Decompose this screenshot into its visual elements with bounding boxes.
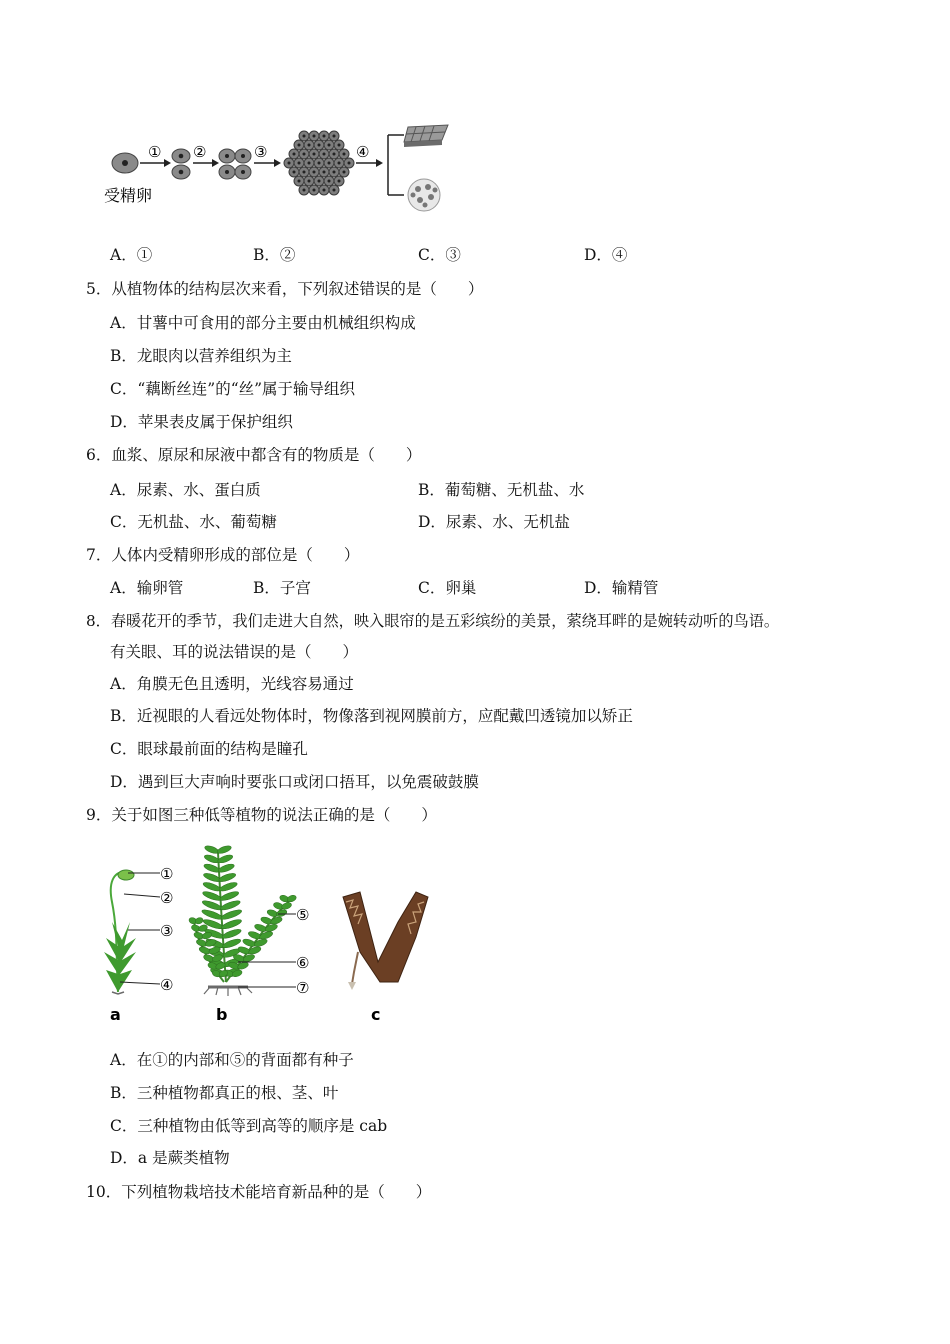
fig1-label-2: ② <box>193 143 207 161</box>
q9-option-a[interactable]: A．在①的内部和⑤的背面都有种子 <box>110 1051 354 1069</box>
q7-option-b[interactable]: B．子宫 <box>253 579 311 597</box>
q9-option-d[interactable]: D．a 是蕨类植物 <box>110 1149 230 1167</box>
q8-option-b[interactable]: B．近视眼的人看远处物体时，物像落到视网膜前方，应配戴凹透镜加以矫正 <box>110 707 633 725</box>
fig9-label-3: ③ <box>160 922 174 940</box>
q6-option-c[interactable]: C．无机盐、水、葡萄糖 <box>110 513 277 531</box>
fig1-label-3: ③ <box>254 143 268 161</box>
q6-option-d[interactable]: D．尿素、水、无机盐 <box>418 513 570 531</box>
fig1-label-4: ④ <box>356 143 370 161</box>
fig9-label-4: ④ <box>160 976 174 994</box>
two-cell-stage <box>172 149 190 179</box>
q4-option-a[interactable]: A．① <box>110 246 153 264</box>
q5-option-c[interactable]: C．“藕断丝连”的“丝”属于输导组织 <box>110 380 356 398</box>
q7-option-d[interactable]: D．输精管 <box>584 579 659 597</box>
q6-option-b[interactable]: B．葡萄糖、无机盐、水 <box>418 481 585 499</box>
fig9-label-2: ② <box>160 889 174 907</box>
tissue-cluster <box>408 179 440 211</box>
fertilized-egg-cell <box>112 153 138 173</box>
q5-option-a[interactable]: A．甘薯中可食用的部分主要由机械组织构成 <box>110 314 416 332</box>
q8-option-c[interactable]: C．眼球最前面的结构是瞳孔 <box>110 740 308 758</box>
fig1-label-1: ① <box>148 143 162 161</box>
q4-option-c[interactable]: C．③ <box>418 246 461 264</box>
q9-option-c[interactable]: C．三种植物由低等到高等的顺序是 cab <box>110 1117 388 1135</box>
q7-stem: 7．人体内受精卵形成的部位是（ ） <box>86 546 360 564</box>
cell-division-figure <box>98 115 458 220</box>
fig9-label-6: ⑥ <box>296 954 310 972</box>
q6-stem: 6．血浆、原尿和尿液中都含有的物质是（ ） <box>86 446 422 464</box>
q4-option-d[interactable]: D．④ <box>584 246 628 264</box>
q5-option-b[interactable]: B．龙眼肉以营养组织为主 <box>110 347 292 365</box>
q5-option-d[interactable]: D．苹果表皮属于保护组织 <box>110 413 293 431</box>
q9-option-b[interactable]: B．三种植物都真正的根、茎、叶 <box>110 1084 339 1102</box>
q8-option-a[interactable]: A．角膜无色且透明，光线容易通过 <box>110 675 354 693</box>
q8-stem-line1: 8．春暖花开的季节，我们走进大自然，映入眼帘的是五彩缤纷的美景，萦绕耳畔的是婉转动听的鸟语。 <box>86 612 780 630</box>
q6-option-a[interactable]: A．尿素、水、蛋白质 <box>110 481 261 499</box>
q5-stem: 5．从植物体的结构层次来看，下列叙述错误的是（ ） <box>86 280 484 298</box>
cell-mass <box>284 131 354 195</box>
q10-stem: 10．下列植物栽培技术能培育新品种的是（ ） <box>86 1183 432 1201</box>
q4-option-b[interactable]: B．② <box>253 246 296 264</box>
q9-stem: 9．关于如图三种低等植物的说法正确的是（ ） <box>86 806 437 824</box>
q8-option-d[interactable]: D．遇到巨大声响时要张口或闭口捂耳，以免震破鼓膜 <box>110 773 479 791</box>
fig1-caption: 受精卵 <box>104 186 153 205</box>
fig9-caption-a: a <box>110 1005 121 1024</box>
kelp-plant-c <box>343 892 428 990</box>
fern-plant-b <box>188 844 297 996</box>
q8-stem-line2: 有关眼、耳的说法错误的是（ ） <box>110 643 359 661</box>
plants-figure <box>98 842 438 1027</box>
fig9-label-7: ⑦ <box>296 979 310 997</box>
fig9-caption-c: c <box>371 1005 381 1024</box>
four-cell-stage <box>219 149 251 179</box>
q7-option-c[interactable]: C．卵巢 <box>418 579 477 597</box>
moss-plant-a <box>104 870 136 994</box>
fig9-caption-b: b <box>216 1005 228 1024</box>
fig9-label-1: ① <box>160 865 174 883</box>
fig9-label-5: ⑤ <box>296 906 310 924</box>
q7-option-a[interactable]: A．输卵管 <box>110 579 184 597</box>
tissue-sheet <box>404 125 448 147</box>
